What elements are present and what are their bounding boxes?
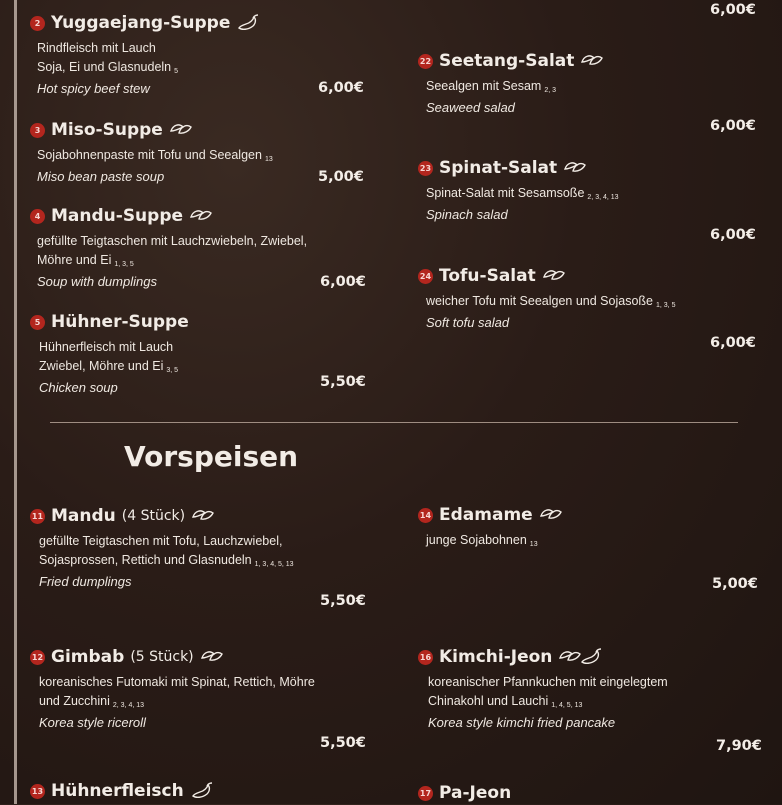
item-number-badge: 5 xyxy=(30,315,45,330)
item-price: 5,50€ xyxy=(320,374,366,390)
menu-item-gimbab xyxy=(30,647,390,730)
item-name: Pa-Jeon xyxy=(439,783,512,803)
item-english-name: Fried dumplings xyxy=(39,574,132,589)
item-description-line: Sojabohnenpaste mit Tofu und Seealgen xyxy=(37,148,262,162)
leaf-icon xyxy=(169,121,193,139)
item-name: Tofu-Salat xyxy=(439,266,536,286)
item-english-name: Hot spicy beef stew xyxy=(37,81,150,96)
allergen-codes: 1, 4, 5, 13 xyxy=(551,702,583,709)
item-english-name: Miso bean paste soup xyxy=(37,169,165,184)
menu-item-mandu xyxy=(30,506,390,589)
item-name: Kimchi-Jeon xyxy=(439,647,553,667)
item-number-badge: 24 xyxy=(418,269,433,284)
allergen-codes: 13 xyxy=(264,156,273,163)
item-number-badge: 16 xyxy=(418,650,433,665)
leaf-icon xyxy=(191,507,215,525)
item-description-line: weicher Tofu mit Seealgen und Sojasoße xyxy=(426,294,653,308)
item-english-name: Chicken soup xyxy=(39,380,118,395)
item-description-line: Hühnerfleisch mit Lauch xyxy=(39,340,174,354)
allergen-codes: 3, 5 xyxy=(166,367,179,374)
item-description-line: Soja, Ei und Glasnudeln xyxy=(37,60,172,74)
item-name: Hühner-Suppe xyxy=(51,312,189,332)
item-description-line: Möhre und Ei xyxy=(37,253,112,267)
item-description-line: Sojasprossen, Rettich und Glasnudeln xyxy=(39,553,252,567)
item-number-badge: 11 xyxy=(30,509,45,524)
allergen-codes: 1, 3, 4, 5, 13 xyxy=(254,561,294,568)
leaf-icon xyxy=(542,267,566,285)
item-description-line: Spinat-Salat mit Sesamsoße xyxy=(426,186,585,200)
item-english-name: Soft tofu salad xyxy=(426,315,510,330)
item-price: 7,90€ xyxy=(716,738,762,754)
allergen-codes: 2, 3, 4, 13 xyxy=(587,194,619,201)
item-number-badge: 14 xyxy=(418,508,433,523)
menu-item-huehnerfleisch xyxy=(30,781,390,801)
item-quantity: (4 Stück) xyxy=(121,508,186,524)
item-description-line: Zwiebel, Möhre und Ei xyxy=(39,359,164,373)
item-description-line: koreanischer Pfannkuchen mit eingelegtem xyxy=(428,675,668,689)
chili-icon xyxy=(236,14,260,32)
item-name: Spinat-Salat xyxy=(439,158,558,178)
item-name: Yuggaejang-Suppe xyxy=(51,13,231,33)
item-number-badge: 17 xyxy=(418,786,433,801)
item-name: Mandu-Suppe xyxy=(51,206,184,226)
allergen-codes: 2, 3, 4, 13 xyxy=(112,702,145,709)
item-description-line: gefüllte Teigtaschen mit Lauchzwiebeln, Zwiebel, xyxy=(37,234,308,248)
item-name: Gimbab xyxy=(51,647,125,667)
item-name: Miso-Suppe xyxy=(51,120,163,140)
item-price: 6,00€ xyxy=(710,335,756,351)
menu-item-kimchi-jeon xyxy=(418,647,768,730)
allergen-codes: 2, 3 xyxy=(544,87,557,94)
item-english-name: Korea style kimchi fried pancake xyxy=(428,715,616,730)
item-price: 6,00€ xyxy=(710,227,756,243)
menu-item-pa-jeon xyxy=(418,783,768,803)
item-number-badge: 3 xyxy=(30,123,45,138)
item-name: Mandu xyxy=(51,506,116,526)
item-description-line: koreanisches Futomaki mit Spinat, Rettich, Möhre xyxy=(39,675,315,689)
section-divider xyxy=(50,422,738,423)
item-price: 5,50€ xyxy=(320,735,366,751)
item-description-line: junge Sojabohnen xyxy=(426,533,527,547)
allergen-codes: 1, 3, 5 xyxy=(114,261,134,268)
item-name: Seetang-Salat xyxy=(439,51,575,71)
leaf-chili-icon xyxy=(558,648,602,666)
item-number-badge: 2 xyxy=(30,16,45,31)
item-number-badge: 4 xyxy=(30,209,45,224)
item-description-line: Rindfleisch mit Lauch xyxy=(37,41,156,55)
item-name: Hühnerfleisch xyxy=(51,781,184,801)
item-price: 5,00€ xyxy=(318,169,364,185)
item-price: 5,00€ xyxy=(712,576,758,592)
leaf-icon xyxy=(200,648,224,666)
item-english-name: Soup with dumplings xyxy=(37,274,157,289)
leaf-icon xyxy=(580,52,604,70)
item-number-badge: 13 xyxy=(30,784,45,799)
allergen-codes: 13 xyxy=(529,541,538,548)
leaf-icon xyxy=(189,207,213,225)
item-quantity: (5 Stück) xyxy=(130,649,194,665)
item-english-name: Spinach salad xyxy=(426,207,508,222)
chili-icon xyxy=(190,782,214,800)
section-title: Vorspeisen xyxy=(124,440,299,473)
item-english-name: Seaweed salad xyxy=(426,100,515,115)
item-english-name: Korea style riceroll xyxy=(39,715,146,730)
item-description-line: Chinakohl und Lauchi xyxy=(428,694,549,708)
item-description-line: gefüllte Teigtaschen mit Tofu, Lauchzwiebel, xyxy=(39,534,283,548)
menu-item-spinat-salat xyxy=(418,158,768,222)
item-number-badge: 22 xyxy=(418,54,433,69)
item-price: 5,50€ xyxy=(320,593,366,609)
item-description-line: und Zucchini xyxy=(39,694,110,708)
item-price: 6,00€ xyxy=(710,118,756,134)
item-number-badge: 23 xyxy=(418,161,433,176)
menu-card-edge xyxy=(14,0,17,804)
item-name: Edamame xyxy=(439,505,533,525)
item-price: 6,00€ xyxy=(320,274,366,290)
leaf-icon xyxy=(539,506,563,524)
allergen-codes: 5 xyxy=(174,68,179,75)
leaf-icon xyxy=(563,159,587,177)
menu-item-tofu-salat xyxy=(418,266,768,330)
item-price: 6,00€ xyxy=(318,80,364,96)
menu-item-seetang-salat xyxy=(418,51,768,115)
item-number-badge: 12 xyxy=(30,650,45,665)
menu-item-edamame xyxy=(418,505,768,554)
item-description-line: Seealgen mit Sesam xyxy=(426,79,542,93)
allergen-codes: 1, 3, 5 xyxy=(656,302,676,309)
price-top-right: 6,00€ xyxy=(710,2,756,18)
